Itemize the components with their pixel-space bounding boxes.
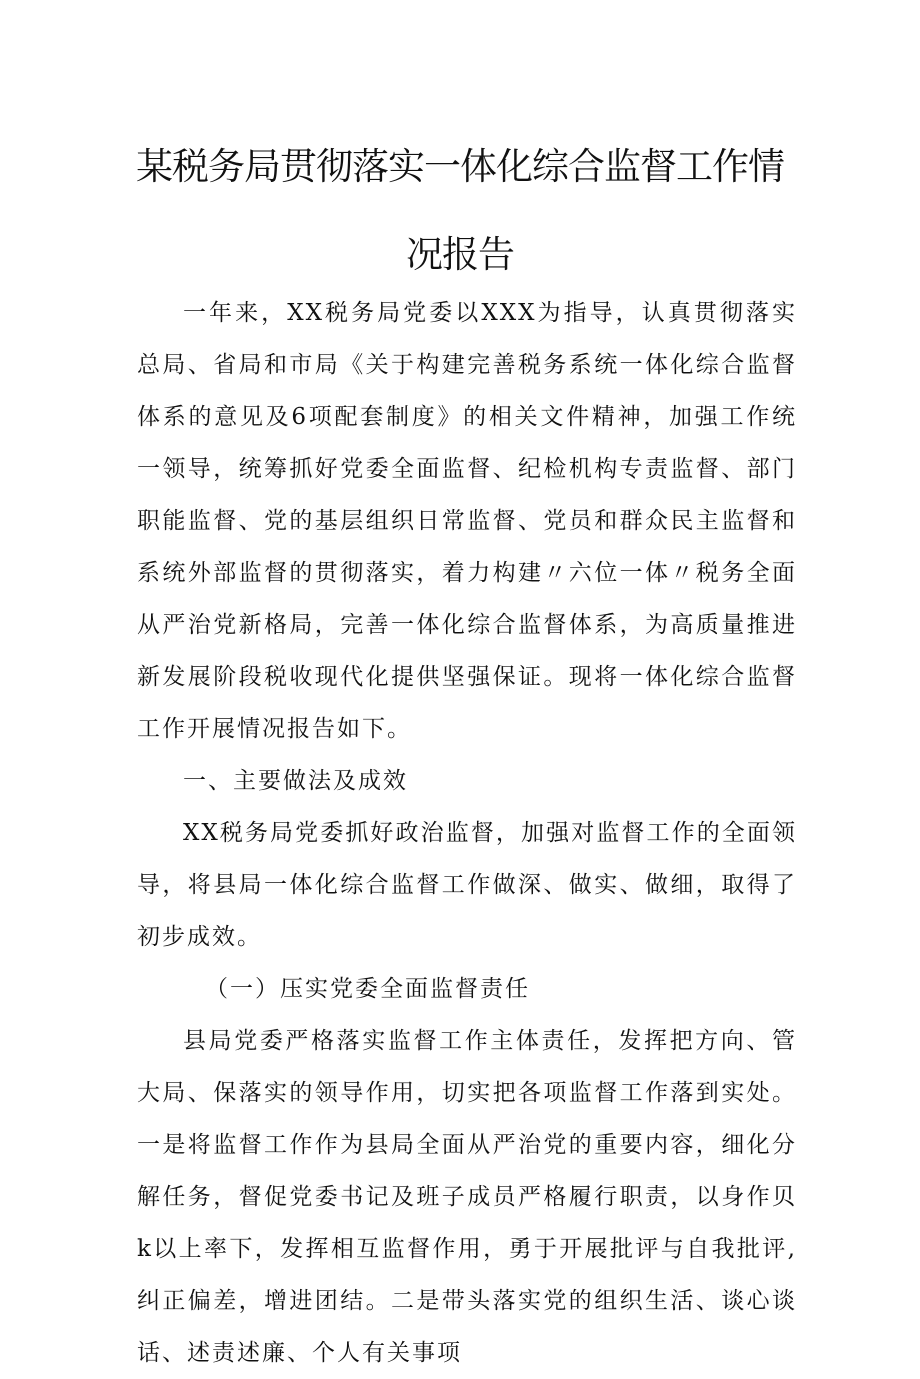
section-1-paragraph: XX税务局党委抓好政治监督，加强对监督工作的全面领导，将县局一体化综合监督工作做深、做实、做细，取得了初步成效。 — [137, 820, 797, 950]
subsection-1-paragraph: 县局党委严格落实监督工作主体责任，发挥把方向、管大局、保落实的领导作用，切实把各项监督工作落到实处。一是将监督工作作为县局全面从严治党的重要内容，细化分解任务，督促党委书记及班子成员严格履行职责，以身作贝k以上率下，发挥相互监督作用，勇于开展批评与自我批评,纠正偏差，增进团结。二是带头落实党的组织生活、谈心谈话、述责述廉、个人有关事项 — [137, 1028, 797, 1366]
section-heading-1: 一、主要做法及成效 — [183, 768, 408, 794]
document-title-line-2: 况报告 — [406, 233, 514, 276]
document-body — [137, 287, 797, 1379]
intro-paragraph: 一年来，XX税务局党委以XXX为指导，认真贯彻落实总局、省局和市局《关于构建完善税务系统一体化综合监督体系的意见及6项配套制度》的相关文件精神，加强工作统一领导，统筹抓好党委全面监督、纪检机构专责监督、部门职能监督、党的基层组织日常监督、党员和群众民主监督和系统外部监督的贯彻落实，着力构建〃六位一体〃税务全面从严治党新格局，完善一体化综合监督体系，为高质量推进新发展阶段税收现代化提供坚强保证。现将一体化综合监督工作开展情况报告如下。 — [137, 300, 797, 742]
subsection-heading-1: （一）压实党委全面监督责任 — [205, 976, 530, 1002]
document-title-line-1: 某税务局贯彻落实一体化综合监督工作情 — [136, 145, 784, 188]
